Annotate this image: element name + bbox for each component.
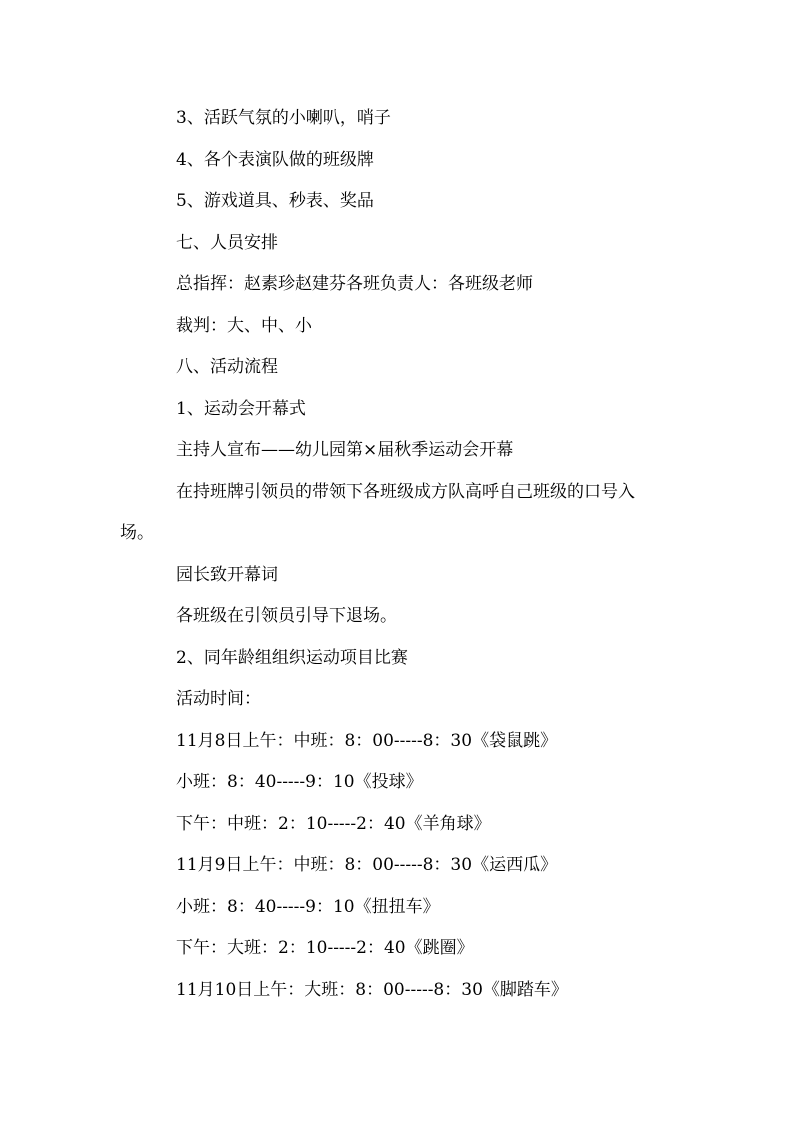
text-line: 3、活跃气氛的小喇叭，哨子 <box>176 108 391 128</box>
text-line: 主持人宣布——幼儿园第×届秋季运动会开幕 <box>176 440 514 460</box>
text-line: 1、运动会开幕式 <box>176 399 306 419</box>
text-line: 各班级在引领员引导下退场。 <box>176 606 397 626</box>
schedule-line: 11月9日上午：中班：8：00-----8：30《运西瓜》 <box>176 855 558 875</box>
schedule-line: 11月10日上午：大班：8：00-----8：30《脚踏车》 <box>176 980 568 1000</box>
text-line: 5、游戏道具、秒表、奖品 <box>176 191 374 211</box>
section-heading: 八、活动流程 <box>176 357 278 377</box>
text-line: 活动时间： <box>176 689 261 709</box>
schedule-line: 下午：大班：2：10-----2：40《跳圈》 <box>176 938 474 958</box>
text-line: 2、同年龄组组织运动项目比赛 <box>176 648 408 668</box>
schedule-line: 下午：中班：2：10-----2：40《羊角球》 <box>176 814 491 834</box>
text-line: 总指挥：赵素珍赵建芬各班负责人：各班级老师 <box>176 274 533 294</box>
text-line: 4、各个表演队做的班级牌 <box>176 150 374 170</box>
section-heading: 七、人员安排 <box>176 233 278 253</box>
text-line-continuation: 场。 <box>120 523 154 543</box>
schedule-line: 11月8日上午：中班：8：00-----8：30《袋鼠跳》 <box>176 731 558 751</box>
text-line: 园长致开幕词 <box>176 565 278 585</box>
text-line: 裁判：大、中、小 <box>176 316 312 336</box>
text-line: 在持班牌引领员的带领下各班级成方队高呼自己班级的口号入 <box>176 482 635 502</box>
schedule-line: 小班：8：40-----9：10《扭扭车》 <box>176 897 440 917</box>
schedule-line: 小班：8：40-----9：10《投球》 <box>176 772 423 792</box>
